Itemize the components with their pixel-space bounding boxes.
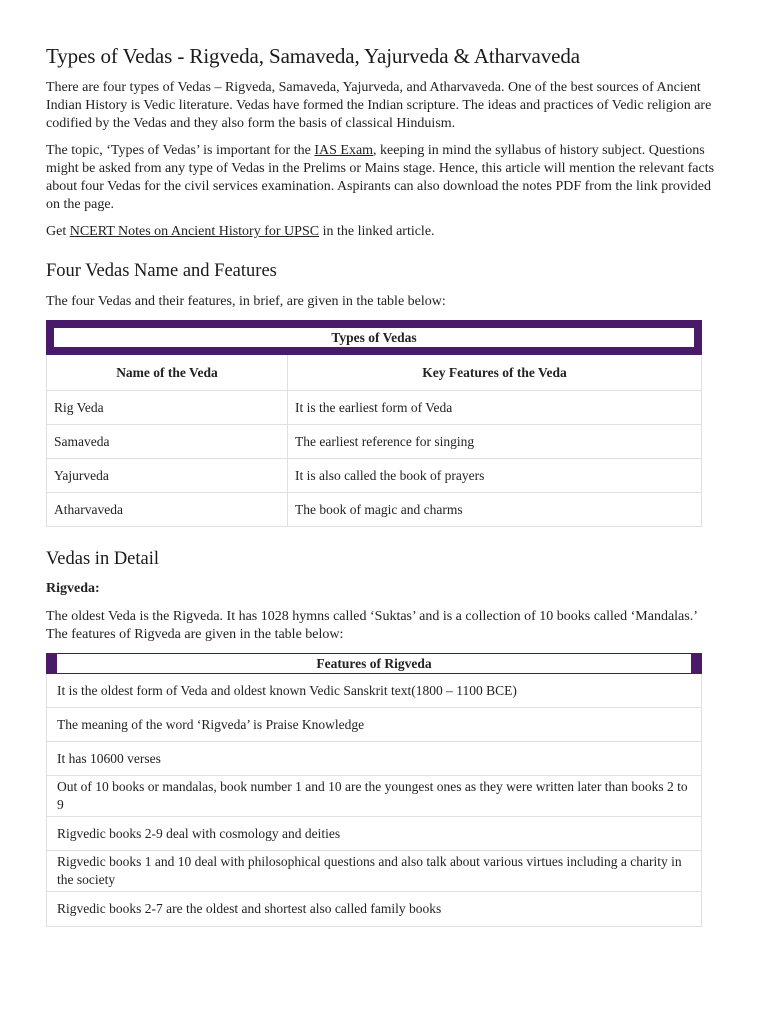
feature-cell: Rigvedic books 2-9 deal with cosmology and deities [47, 817, 702, 851]
page-title: Types of Vedas - Rigveda, Samaveda, Yajurveda & Atharvaveda [46, 44, 581, 68]
intro-paragraph-3-end: in the linked article. [319, 224, 435, 239]
table-row [47, 708, 702, 742]
table-row [47, 892, 702, 927]
veda-feature-cell: The book of magic and charms [288, 493, 702, 527]
table-row [47, 817, 702, 851]
table-row [47, 391, 702, 425]
feature-cell: The meaning of the word ‘Rigveda’ is Praise Knowledge [47, 708, 702, 742]
table-caption-bar [47, 321, 702, 355]
ncert-notes-link[interactable]: NCERT Notes on Ancient History for UPSC [69, 224, 320, 239]
feature-cell: It is the oldest form of Veda and oldest known Vedic Sanskrit text(1800 – 1100 BCE) [47, 674, 702, 708]
intro-paragraph-2 [46, 142, 716, 214]
veda-name-cell: Rig Veda [47, 391, 288, 425]
table-caption: Features of Rigveda [57, 654, 691, 673]
veda-feature-cell: The earliest reference for singing [288, 425, 702, 459]
subheading-rigveda: Rigveda: [46, 581, 100, 596]
types-of-vedas-table [46, 320, 702, 527]
feature-cell: Rigvedic books 1 and 10 deal with philosophical questions and also talk about various virtues including a charity in the society [47, 851, 702, 892]
table-row [47, 851, 702, 892]
intro-paragraph-3-start: Get [46, 224, 70, 239]
column-header-name: Name of the Veda [47, 355, 288, 391]
column-header-features: Key Features of the Veda [288, 355, 702, 391]
intro-paragraph-2-end: , keeping in mind the syllabus of history subject. Questions might be asked from any type of Vedas in the Prelims or Mains stage. Hence, this article will mention the relevant facts about four Vedas for the civil services examination. Aspirants can also download the notes PDF from the link provided on the page. [46, 143, 715, 212]
intro-paragraph-3 [46, 223, 716, 241]
intro-paragraph-2-start: The topic, ‘Types of Vedas’ is important for the [46, 143, 315, 158]
feature-cell: Rigvedic books 2-7 are the oldest and shortest also called family books [47, 892, 702, 927]
table-row [47, 493, 702, 527]
feature-cell: Out of 10 books or mandalas, book number 1 and 10 are the youngest ones as they were written later than books 2 to 9 [47, 776, 702, 817]
table-row [47, 674, 702, 708]
veda-name-cell: Atharvaveda [47, 493, 288, 527]
veda-name-cell: Samaveda [47, 425, 288, 459]
rigveda-intro: The oldest Veda is the Rigveda. It has 1028 hymns called ‘Suktas’ and is a collection of 10 books called ‘Mandalas.’ The features of Rigveda are given in the table below: [46, 609, 697, 642]
table-row [47, 425, 702, 459]
table-row [47, 776, 702, 817]
table-caption-bar [47, 654, 702, 674]
intro-paragraph-1: There are four types of Vedas – Rigveda, Samaveda, Yajurveda, and Atharvaveda. One of the best sources of Ancient Indian History is Vedic literature. Vedas have formed the Indian scripture. The ideas and practices of Vedic religion are codified by the Vedas and they also form the basis of classical Hinduism. [46, 80, 712, 131]
table-header-row [47, 355, 702, 391]
feature-cell: It has 10600 verses [47, 742, 702, 776]
section-heading-vedas-in-detail: Vedas in Detail [46, 549, 160, 569]
section-intro-four-vedas: The four Vedas and their features, in brief, are given in the table below: [46, 294, 446, 309]
table-caption: Types of Vedas [54, 328, 694, 347]
features-of-rigveda-table [46, 653, 702, 927]
section-heading-four-vedas: Four Vedas Name and Features [46, 261, 277, 281]
table-row [47, 742, 702, 776]
veda-feature-cell: It is the earliest form of Veda [288, 391, 702, 425]
veda-name-cell: Yajurveda [47, 459, 288, 493]
ias-exam-link[interactable]: IAS Exam [314, 143, 374, 158]
table-row [47, 459, 702, 493]
veda-feature-cell: It is also called the book of prayers [288, 459, 702, 493]
